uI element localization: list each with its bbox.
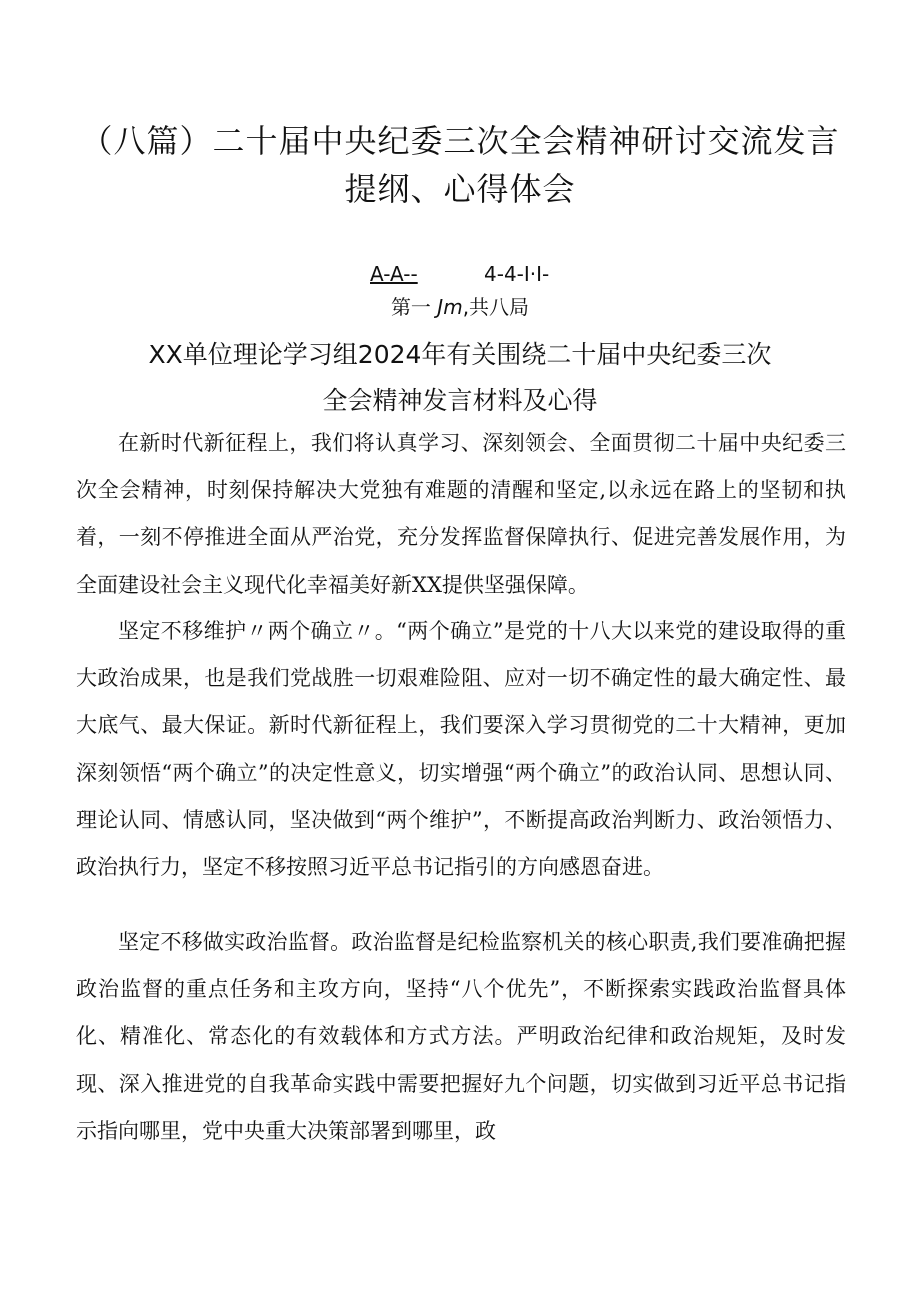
- body-paragraph-1: 在新时代新征程上，我们将认真学习、深刻领会、全面贯彻二十届中央纪委三次全会精神，时刻保持解决大党独有难题的清醒和坚定,以永远在路上的坚韧和执着，一刻不停推进全面从严治党，充分发挥监督保障执行、促进完善发展作用，为全面建设社会主义现代化幸福美好新XX提供坚强保障。: [76, 431, 846, 597]
- garbled-text-right: 4-4-I·I-: [484, 262, 550, 286]
- part-label-post: ,共八局: [462, 295, 530, 319]
- body-paragraph-3: 坚定不移做实政治监督。政治监督是纪检监察机关的核心职责,我们要准确把握政治监督的重点任务和主攻方向，坚持“八个优先”，不断探索实践政治监督具体化、精准化、常态化的有效载体和方式方法。严明政治纪律和政治规矩，及时发现、深入推进党的自我革命实践中需要把握好九个问题，切实做到习近平总书记指示指向哪里，党中央重大决策部署到哪里，政: [76, 930, 846, 1143]
- part-label-italic: Jm: [437, 295, 463, 319]
- part-label: [360, 291, 560, 320]
- body-paragraph-2: 坚定不移维护〃两个确立〃。“两个确立”是党的十八大以来党的建设取得的重大政治成果，也是我们党战胜一切艰难险阻、应对一切不确定性的最大确定性、最大底气、最大保证。新时代新征程上，我们要深入学习贯彻党的二十大精神，更加深刻领悟“两个确立”的决定性意义，切实增强“两个确立”的政治认同、思想认同、理论认同、情感认同，坚决做到“两个维护”，不断提高政治判断力、政治领悟力、政治执行力，坚定不移按照习近平总书记指引的方向感恩奋进。: [76, 619, 846, 880]
- section-title-line-2: 全会精神发言材料及心得: [322, 386, 598, 415]
- document-title-line-1: （八篇）二十届中央纪委三次全会精神研讨交流发言: [80, 122, 840, 160]
- part-label-pre: 第一: [390, 295, 438, 319]
- section-title-line-1: XX单位理论学习组2024年有关围绕二十届中央纪委三次: [148, 340, 772, 369]
- document-title-line-2: 提纲、心得体会: [344, 170, 576, 208]
- garbled-text-left: A-A--: [370, 262, 418, 286]
